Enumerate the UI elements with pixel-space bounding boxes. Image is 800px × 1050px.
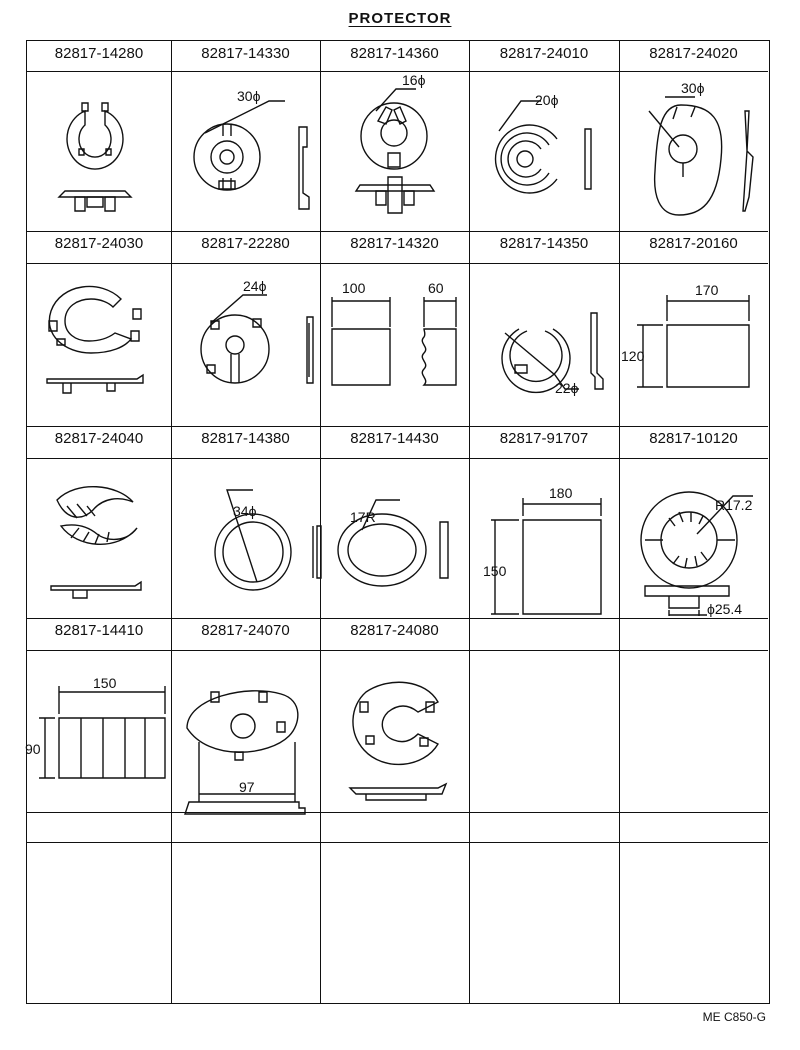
part-cell xyxy=(320,41,469,231)
protector-14320-drawing xyxy=(320,231,469,426)
radius-label: 17R xyxy=(350,509,376,525)
part-cell xyxy=(469,231,619,426)
protector-14380-drawing xyxy=(171,426,320,618)
part-cell xyxy=(619,41,768,231)
diameter-label: 34ϕ xyxy=(233,503,257,519)
part-number: 82817-14380 xyxy=(201,430,290,447)
part-number: 82817-22280 xyxy=(201,235,290,252)
part-number: 82817-14350 xyxy=(499,235,589,252)
protector-22280-drawing xyxy=(171,231,320,426)
height-label: 150 xyxy=(483,563,507,579)
diameter-label: 24ϕ xyxy=(243,278,267,294)
part-cell xyxy=(469,426,619,618)
grid-line xyxy=(27,842,768,843)
part-cell xyxy=(619,426,768,618)
part-cell xyxy=(27,41,171,231)
part-cell xyxy=(320,618,469,812)
protector-24070-drawing xyxy=(171,618,320,812)
part-number: 82817-14410 xyxy=(54,622,144,639)
diameter-label: 30ϕ xyxy=(681,80,705,96)
part-cell xyxy=(469,41,619,231)
part-cell xyxy=(171,618,320,812)
protector-14350-drawing xyxy=(469,231,619,426)
protector-14280-drawing xyxy=(27,41,171,231)
part-number: 82817-20160 xyxy=(649,235,738,252)
part-cell xyxy=(320,231,469,426)
part-number: 82817-14430 xyxy=(350,430,439,447)
part-number: 82817-24030 xyxy=(54,235,144,252)
diameter-label: 16ϕ xyxy=(402,72,426,88)
part-cell xyxy=(171,41,320,231)
page-footer: ME C850-G xyxy=(702,1010,766,1024)
diameter-label: 22ϕ xyxy=(555,380,579,396)
protector-14430-drawing xyxy=(320,426,469,618)
width-label: 180 xyxy=(549,485,573,501)
radius-label: R17.2 xyxy=(715,497,753,513)
part-cell xyxy=(27,618,171,812)
diameter-label: ϕ25.4 xyxy=(707,601,743,617)
protector-24010-drawing xyxy=(469,41,619,231)
parts-table xyxy=(26,40,770,1004)
protector-14360-drawing xyxy=(320,41,469,231)
page-title: PROTECTOR xyxy=(348,10,452,27)
width-label: 97 xyxy=(239,779,255,795)
part-number: 82817-24070 xyxy=(201,622,290,639)
part-number: 82817-14280 xyxy=(54,45,144,62)
width-label: 150 xyxy=(93,675,117,691)
protector-24080-drawing xyxy=(320,618,469,812)
part-number: 82817-24080 xyxy=(350,622,439,639)
protector-14330-drawing xyxy=(171,41,320,231)
protector-24040-drawing xyxy=(27,426,171,618)
part-number: 82817-14330 xyxy=(201,45,290,62)
part-cell xyxy=(27,231,171,426)
grid-line xyxy=(27,812,768,813)
diameter-label: 30ϕ xyxy=(237,88,261,104)
part-cell xyxy=(619,231,768,426)
protector-20160-drawing xyxy=(619,231,768,426)
part-number: 82817-24020 xyxy=(649,45,738,62)
protector-24020-drawing xyxy=(619,41,768,231)
protector-14410-drawing xyxy=(27,618,171,812)
part-number: 82817-24010 xyxy=(499,45,589,62)
part-cell xyxy=(320,426,469,618)
part-cell xyxy=(27,426,171,618)
protector-10120-drawing xyxy=(619,426,768,618)
part-cell xyxy=(171,426,320,618)
width-label: 170 xyxy=(695,282,719,298)
part-number: 82817-24040 xyxy=(54,430,144,447)
part-number: 82817-10120 xyxy=(649,430,738,447)
height-label: 120 xyxy=(621,348,645,364)
width-label: 60 xyxy=(428,280,444,296)
protector-24030-drawing xyxy=(27,231,171,426)
height-label: 90 xyxy=(25,741,41,757)
part-number: 82817-91707 xyxy=(499,430,589,447)
part-number: 82817-14320 xyxy=(350,235,439,252)
protector-91707-drawing xyxy=(469,426,619,618)
part-cell xyxy=(171,231,320,426)
part-number: 82817-14360 xyxy=(350,45,439,62)
diameter-label: 20ϕ xyxy=(535,92,559,108)
width-label: 100 xyxy=(342,280,366,296)
